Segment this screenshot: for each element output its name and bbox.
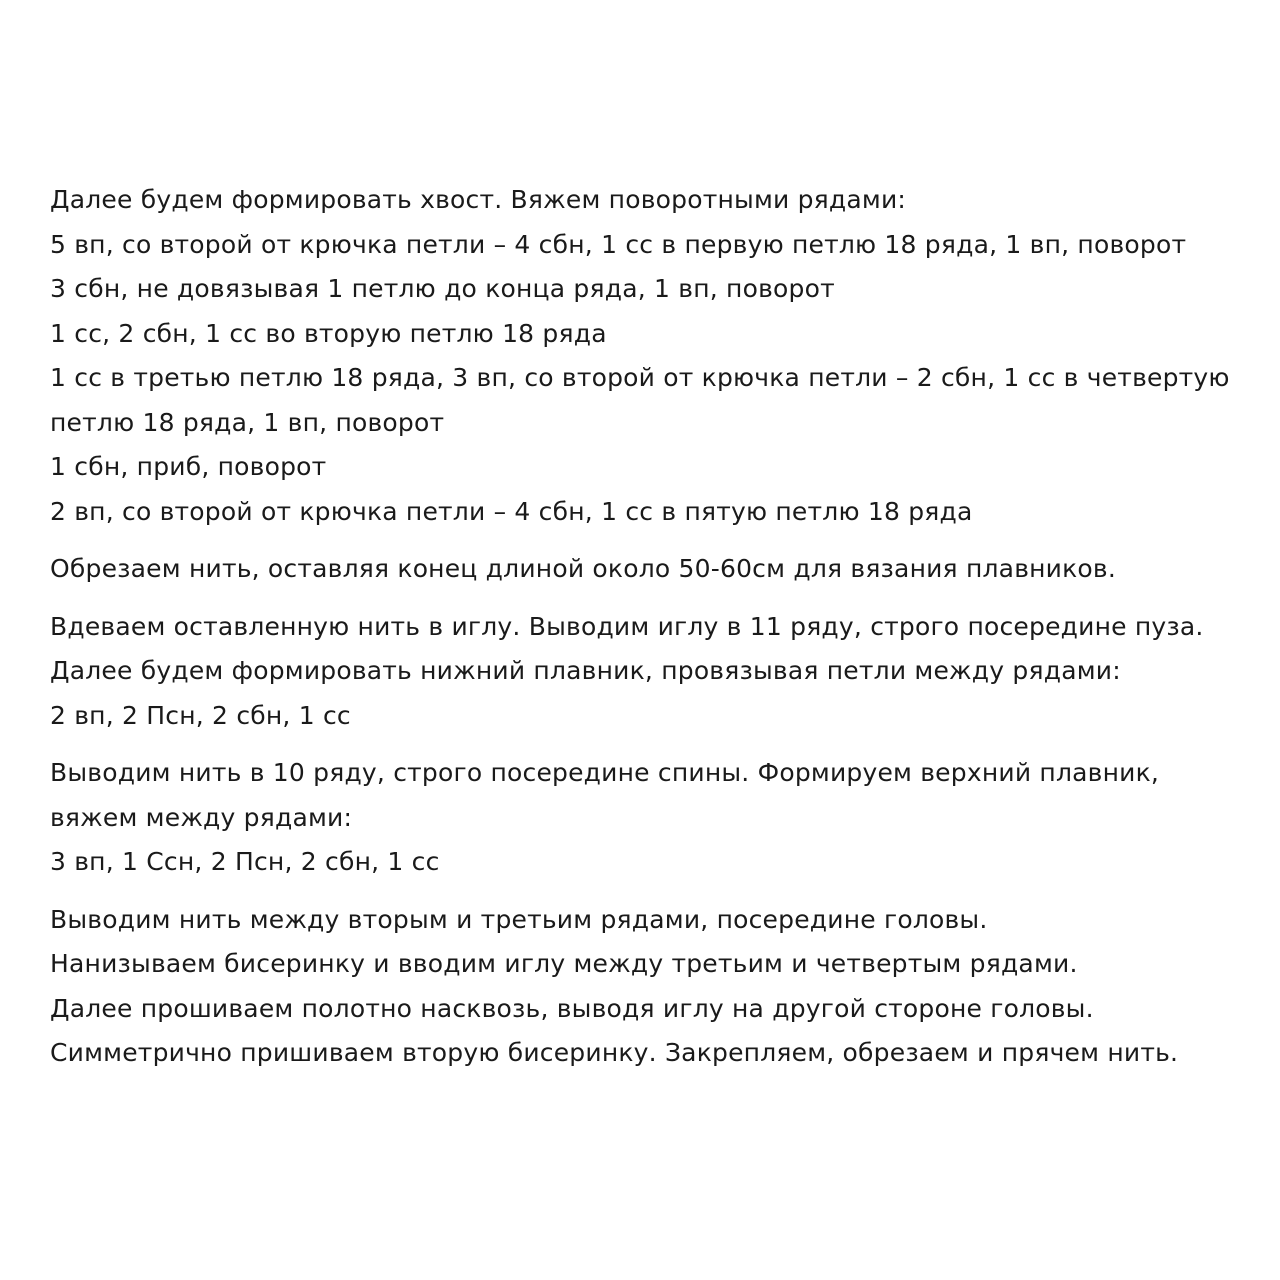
text-line: 1 сс в третью петлю 18 ряда, 3 вп, со второй от крючка петли – 2 сбн, 1 сс в четвертую	[50, 363, 1230, 392]
paragraph-eyes	[50, 898, 1265, 1076]
text-line: Далее прошиваем полотно насквозь, выводя иглу на другой стороне головы.	[50, 993, 1094, 1023]
text-line: Симметрично пришиваем вторую бисеринку. Закрепляем, обрезаем и прячем нить.	[50, 1038, 1179, 1067]
text-line: вяжем между рядами:	[50, 802, 353, 832]
text-line: Далее будем формировать нижний плавник, провязывая петли между рядами:	[50, 656, 1121, 685]
paragraph-bottom-fin	[50, 605, 1265, 739]
text-line: Обрезаем нить, оставляя конец длиной около 50-60см для вязания плавников.	[50, 554, 1116, 583]
document-body	[50, 178, 1265, 1076]
text-line: 1 сс, 2 сбн, 1 сс во вторую петлю 18 ряда	[50, 318, 607, 348]
text-line: Нанизываем бисеринку и вводим иглу между третьим и четвертым рядами.	[50, 949, 1078, 978]
text-line: Выводим нить в 10 ряду, строго посередине спины. Формируем верхний плавник,	[50, 758, 1160, 787]
text-line: Далее будем формировать хвост. Вяжем поворотными рядами:	[50, 185, 907, 214]
paragraph-cut-thread	[50, 547, 1265, 592]
paragraph-tail	[50, 178, 1265, 534]
paragraph-top-fin	[50, 751, 1265, 885]
text-line: 2 вп, 2 Псн, 2 сбн, 1 сс	[50, 700, 351, 730]
text-line: петлю 18 ряда, 1 вп, поворот	[50, 407, 445, 437]
text-line: Выводим нить между вторым и третьим рядами, посередине головы.	[50, 904, 988, 934]
text-line: 5 вп, со второй от крючка петли – 4 сбн, 1 сс в первую петлю 18 ряда, 1 вп, поворот	[50, 229, 1187, 259]
text-line: Вдеваем оставленную нить в иглу. Выводим иглу в 11 ряду, строго посередине пуза.	[50, 611, 1204, 641]
text-line: 2 вп, со второй от крючка петли – 4 сбн, 1 сс в пятую петлю 18 ряда	[50, 496, 973, 526]
text-line: 3 сбн, не довязывая 1 петлю до конца ряда, 1 вп, поворот	[50, 274, 835, 303]
text-line: 1 сбн, приб, поворот	[50, 452, 327, 481]
text-line: 3 вп, 1 Ссн, 2 Псн, 2 сбн, 1 сс	[50, 847, 440, 876]
